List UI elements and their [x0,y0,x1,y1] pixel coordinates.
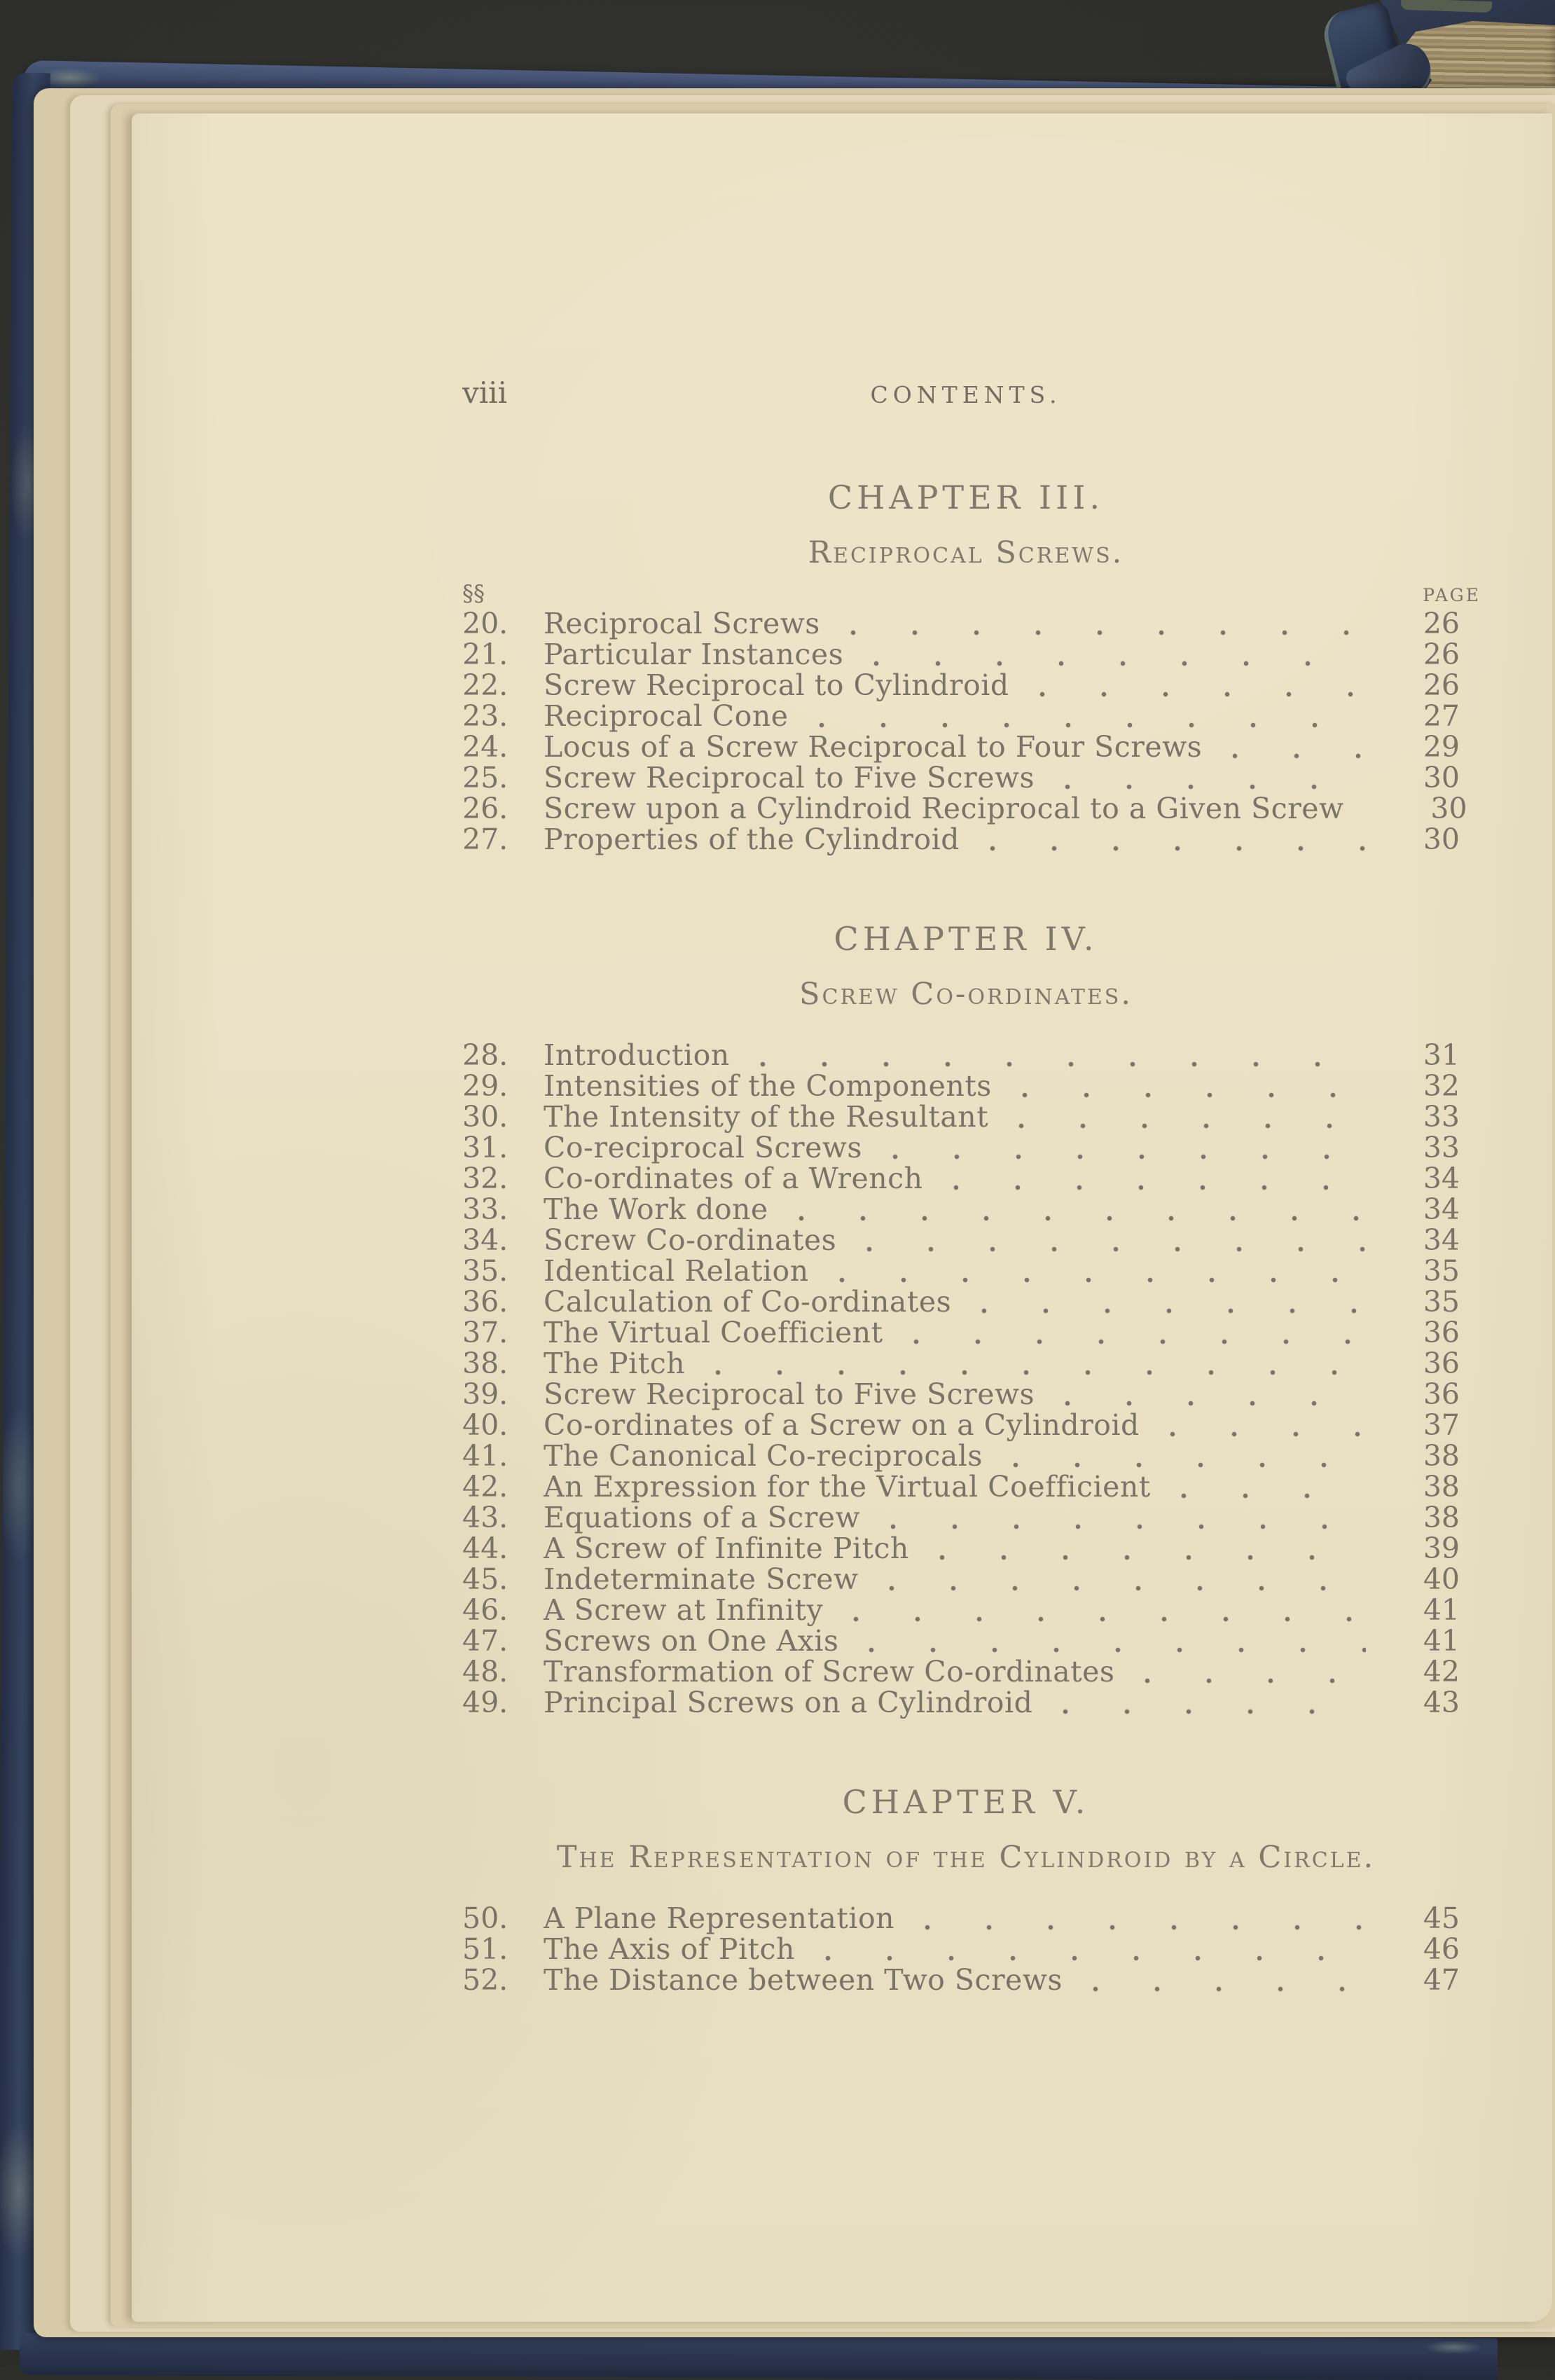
toc-row-title: The Axis of Pitch [544,1932,795,1966]
toc-row-number: 27. [462,823,509,856]
toc-row [462,1038,1470,1072]
toc-row-number: 36. [462,1285,509,1319]
toc-row-page: 35 [1423,1285,1460,1319]
toc-row [462,823,1470,856]
toc-row [462,1377,1470,1411]
toc-row [462,1162,1470,1195]
dot-leader [924,1924,1366,1931]
dot-leader [1180,1492,1366,1499]
toc-row-page: 26 [1423,607,1460,640]
dot-leader [824,1955,1366,1962]
toc-row [462,1100,1470,1134]
toc-row-page: 34 [1423,1192,1460,1226]
dot-leader [866,1246,1366,1253]
toc-row-title: Reciprocal Screws [544,607,820,640]
chapter-items [462,607,1470,856]
toc-row-number: 29. [462,1069,509,1103]
toc-row-page: 34 [1423,1223,1460,1257]
dot-leader [838,1277,1366,1284]
section-mark-column-header: §§ [462,580,485,607]
toc-row-page: 37 [1423,1408,1460,1442]
toc-row [462,1316,1470,1347]
toc-row-page: 38 [1423,1470,1460,1504]
toc-row-page: 45 [1423,1901,1460,1935]
toc-row [462,730,1470,764]
toc-row-number: 40. [462,1408,509,1442]
toc-row-number: 32. [462,1162,509,1195]
toc-row-title: A Screw at Infinity [544,1593,824,1627]
toc-row [462,761,1470,795]
toc-row-number: 51. [462,1932,509,1966]
dot-leader [868,1646,1366,1653]
running-head [462,374,1470,412]
running-head-title: CONTENTS. [870,381,1062,408]
toc-row [462,1686,1470,1717]
toc-row [462,1470,1470,1504]
dot-leader [890,1523,1366,1530]
toc-row-number: 46. [462,1593,509,1627]
toc-row-number: 35. [462,1254,509,1288]
toc-row-number: 49. [462,1686,509,1719]
toc-row-page: 30 [1430,792,1467,825]
toc-row-page: 33 [1423,1131,1460,1164]
toc-row-number: 47. [462,1624,509,1658]
toc-row-title: Screws on One Axis [544,1624,839,1658]
toc-row-title: Equations of a Screw [544,1501,861,1534]
chapter-items [462,1901,1470,1997]
dot-leader [981,1307,1366,1314]
toc-row-page: 26 [1423,638,1460,671]
toc-row [462,792,1470,823]
toc-row-number: 34. [462,1223,509,1257]
toc-row-title: Introduction [544,1038,730,1072]
toc-row-title: Co-ordinates of a Screw on a Cylindroid [544,1408,1140,1442]
column-headers [462,579,1481,607]
toc-row [462,1254,1470,1288]
toc-row-title: Transformation of Screw Co-ordinates [544,1655,1115,1688]
toc-row-number: 20. [462,607,509,640]
toc-row-title: Calculation of Co-ordinates [544,1285,952,1319]
toc-row-title: Indeterminate Screw [544,1562,859,1596]
toc-row-title: Locus of a Screw Reciprocal to Four Screws [544,730,1203,764]
dot-leader [798,1215,1366,1222]
toc-row-number: 44. [462,1532,509,1565]
toc-row-page: 41 [1423,1593,1460,1627]
toc-row-number: 21. [462,638,509,671]
toc-row-title: Screw Reciprocal to Cylindroid [544,668,1009,702]
toc-row-page: 43 [1423,1686,1460,1719]
toc-row-title: Identical Relation [544,1254,809,1288]
toc-row-number: 37. [462,1316,509,1349]
toc-row [462,1347,1470,1380]
toc-row-page: 26 [1423,668,1460,702]
dot-leader [953,1184,1366,1191]
toc-row-title: Particular Instances [544,638,844,671]
toc-row-title: Reciprocal Cone [544,699,789,733]
toc-row [462,1408,1470,1442]
dot-leader [1169,1431,1366,1438]
toc-row-number: 22. [462,668,509,702]
toc-row-title: The Virtual Coefficient [544,1316,883,1349]
toc-row-title: The Distance between Two Screws [544,1963,1063,1997]
dot-leader [1012,1461,1366,1468]
toc-row-title: Screw Reciprocal to Five Screws [544,761,1035,795]
dot-leader [1231,752,1366,759]
toc-row [462,1223,1470,1257]
dot-leader [989,845,1366,852]
toc-row [462,1501,1470,1532]
chapter-heading: CHAPTER V. [842,1783,1090,1821]
toc-row-title: The Work done [544,1192,768,1226]
toc-row-number: 52. [462,1963,509,1997]
chapters [462,476,1481,1997]
toc-row-number: 25. [462,761,509,795]
toc-row [462,607,1470,638]
dot-leader [1062,1708,1366,1715]
folio-number: viii [462,376,508,410]
toc-row [462,1131,1470,1162]
book-page [132,114,1552,2322]
toc-row-page: 42 [1423,1655,1460,1688]
dot-leader [1039,691,1366,698]
toc-row-page: 39 [1423,1532,1460,1565]
toc-row-title: The Canonical Co-reciprocals [544,1439,983,1473]
chapter-items [462,1038,1470,1717]
dot-leader [913,1338,1366,1345]
toc-row-page: 29 [1423,730,1460,764]
toc-row-page: 47 [1423,1963,1460,1997]
toc-row-number: 50. [462,1901,509,1935]
toc-row-page: 35 [1423,1254,1460,1288]
toc-row-page: 40 [1423,1562,1460,1596]
toc-row-page: 41 [1423,1624,1460,1658]
toc-row-title: Screw Co-ordinates [544,1223,837,1257]
toc-row-page: 36 [1423,1316,1460,1349]
toc-row [462,699,1470,733]
page-stack [28,83,1555,2344]
dot-leader [873,660,1366,667]
page-column-header: PAGE [1423,585,1481,605]
toc-row-page: 30 [1423,761,1460,795]
toc-row-title: Intensities of the Components [544,1069,992,1103]
toc-row-title: Screw Reciprocal to Five Screws [544,1377,1035,1411]
toc-row-page: 36 [1423,1377,1460,1411]
dot-leader [1064,783,1366,790]
toc-row-number: 31. [462,1131,509,1164]
toc-row [462,1593,1470,1627]
toc-row-page: 32 [1423,1069,1460,1103]
toc-row-title: Co-reciprocal Screws [544,1131,862,1164]
toc-row-title: Screw upon a Cylindroid Reciprocal to a Given Screw [544,792,1344,825]
toc-row-number: 42. [462,1470,509,1504]
toc-row-page: 33 [1423,1100,1460,1134]
chapter-subtitle: Screw Co-ordinates. [799,977,1133,1012]
toc-row-number: 28. [462,1038,509,1072]
toc-row [462,1285,1470,1319]
dot-leader [1092,1986,1366,1993]
toc-row-number: 23. [462,699,509,733]
toc-row [462,668,1470,702]
chapter-section [462,1781,1470,1997]
toc-row-page: 38 [1423,1439,1460,1473]
toc-row-title: An Expression for the Virtual Coefficient [544,1470,1151,1504]
dot-leader [850,629,1366,636]
toc-row [462,1963,1470,1997]
toc-row-number: 26. [462,792,509,825]
dot-leader [759,1061,1366,1068]
toc-row-title: Properties of the Cylindroid [544,823,960,856]
toc-row-page: 46 [1423,1932,1460,1966]
toc-row [462,1932,1470,1966]
chapter-subtitle: The Representation of the Cylindroid by a Circle. [556,1840,1376,1875]
toc-row [462,1069,1470,1103]
dot-leader [1018,1122,1366,1129]
toc-row [462,1901,1470,1935]
toc-row [462,1655,1470,1686]
toc-row [462,1624,1470,1658]
toc-row-number: 33. [462,1192,509,1226]
chapter-subtitle: Reciprocal Screws. [808,535,1124,570]
dot-leader [1144,1677,1366,1684]
toc-row-number: 43. [462,1501,509,1534]
toc-row-number: 39. [462,1377,509,1411]
toc-row-page: 30 [1423,823,1460,856]
toc-row-number: 24. [462,730,509,764]
chapter-heading: CHAPTER III. [827,479,1105,516]
chapter-section [462,918,1470,1717]
toc-row-page: 27 [1423,699,1460,733]
dot-leader [888,1585,1366,1592]
toc-row-title: Co-ordinates of a Wrench [544,1162,923,1195]
chapter-heading: CHAPTER IV. [834,920,1098,958]
toc-row-page: 34 [1423,1162,1460,1195]
dot-leader [818,722,1366,729]
dot-leader [892,1153,1366,1160]
toc-row-number: 45. [462,1562,509,1596]
toc-row-number: 30. [462,1100,509,1134]
toc-row [462,638,1470,671]
dot-leader [1021,1092,1366,1099]
toc-row-page: 36 [1423,1347,1460,1380]
chapter-section [462,476,1481,856]
toc-row-title: A Screw of Infinite Pitch [544,1532,909,1565]
toc-row-title: The Intensity of the Resultant [544,1100,989,1134]
toc-row [462,1562,1470,1596]
dot-leader [939,1554,1366,1561]
dot-leader [1064,1400,1366,1407]
toc-row [462,1532,1470,1565]
contents-text-block [462,114,1481,1997]
dot-leader [714,1369,1366,1376]
toc-row-number: 38. [462,1347,509,1380]
toc-row-page: 31 [1423,1038,1460,1072]
toc-row-number: 48. [462,1655,509,1688]
toc-row [462,1439,1470,1473]
toc-row-title: The Pitch [544,1347,686,1380]
dot-leader [852,1616,1366,1623]
toc-row-title: A Plane Representation [544,1901,895,1935]
toc-row-number: 41. [462,1439,509,1473]
toc-row [462,1192,1470,1226]
toc-row-title: Principal Screws on a Cylindroid [544,1686,1033,1719]
toc-row-page: 38 [1423,1501,1460,1534]
